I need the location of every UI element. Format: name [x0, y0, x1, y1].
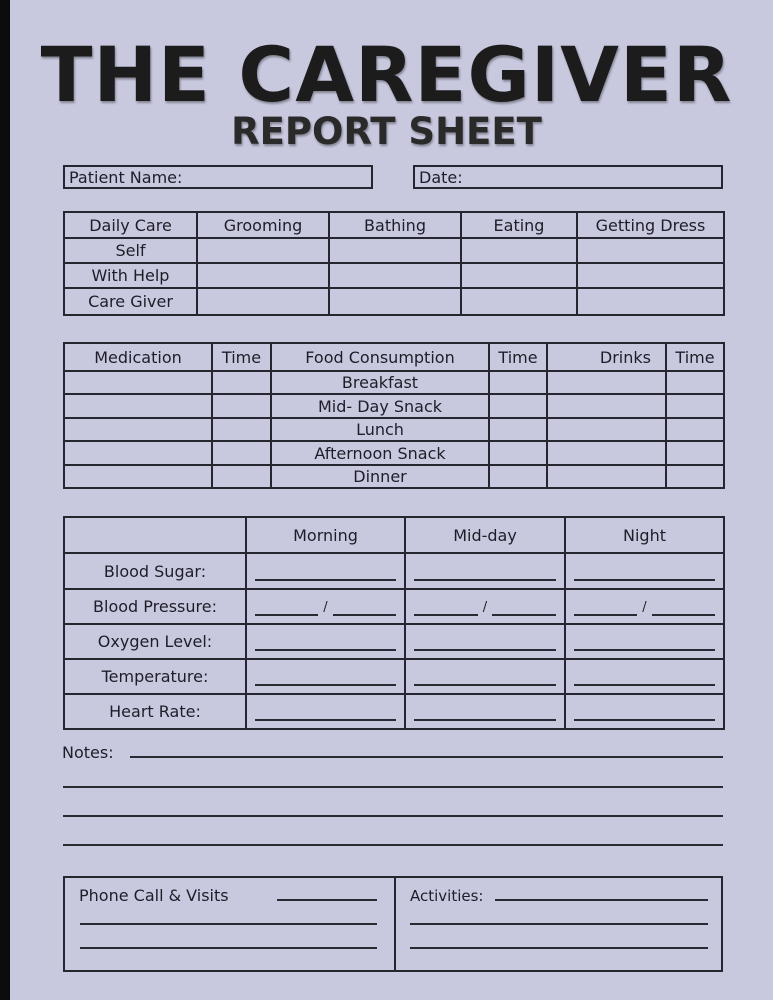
- activities-line[interactable]: [495, 899, 708, 901]
- table-row: [64, 694, 724, 729]
- medication-cell[interactable]: [64, 418, 212, 441]
- row-label: Self: [64, 238, 197, 263]
- care-cell[interactable]: [329, 288, 461, 315]
- notes-line[interactable]: [130, 756, 723, 758]
- table-row: [64, 589, 724, 624]
- patient-name-label: Patient Name:: [69, 168, 183, 187]
- column-header: Night: [565, 517, 724, 553]
- care-cell[interactable]: [329, 263, 461, 288]
- medication-cell[interactable]: [64, 394, 212, 418]
- meal-label: Dinner: [271, 465, 489, 488]
- entry-line[interactable]: [255, 649, 396, 651]
- vital-entry-cell[interactable]: [565, 589, 724, 624]
- calls-activities-box: [63, 876, 723, 972]
- meal-time-cell[interactable]: [489, 371, 547, 394]
- meal-time-cell[interactable]: [489, 394, 547, 418]
- table-row: [64, 517, 724, 553]
- medication-cell[interactable]: [64, 441, 212, 465]
- bp-entry-line[interactable]: /: [574, 600, 715, 616]
- care-cell[interactable]: [461, 263, 577, 288]
- care-cell[interactable]: [577, 288, 724, 315]
- bp-entry-line[interactable]: /: [414, 600, 556, 616]
- column-header: Time: [212, 343, 271, 371]
- column-header: Time: [666, 343, 724, 371]
- vital-entry-cell[interactable]: [246, 659, 405, 694]
- medication-cell[interactable]: [64, 465, 212, 488]
- meal-label: Afternoon Snack: [271, 441, 489, 465]
- drinks-cell[interactable]: [547, 465, 666, 488]
- care-cell[interactable]: [197, 288, 329, 315]
- vital-label: Oxygen Level:: [64, 624, 246, 659]
- notes-line[interactable]: [63, 786, 723, 788]
- vital-entry-cell[interactable]: [246, 589, 405, 624]
- drinks-time-cell[interactable]: [666, 465, 724, 488]
- entry-line[interactable]: [574, 579, 715, 581]
- vital-label: Temperature:: [64, 659, 246, 694]
- meal-time-cell[interactable]: [489, 465, 547, 488]
- row-label: With Help: [64, 263, 197, 288]
- table-row: [64, 263, 724, 288]
- activities-line[interactable]: [410, 947, 708, 949]
- vital-entry-cell[interactable]: [405, 553, 565, 589]
- column-header: Morning: [246, 517, 405, 553]
- column-header: Mid-day: [405, 517, 565, 553]
- vital-entry-cell[interactable]: [405, 659, 565, 694]
- meal-time-cell[interactable]: [489, 418, 547, 441]
- vital-entry-cell[interactable]: [246, 553, 405, 589]
- medication-time-cell[interactable]: [212, 418, 271, 441]
- column-header: Medication: [64, 343, 212, 371]
- activities-line[interactable]: [410, 923, 708, 925]
- vitals-table: [63, 516, 725, 730]
- care-cell[interactable]: [197, 263, 329, 288]
- phone-visits-label: Phone Call & Visits: [79, 886, 229, 905]
- vital-entry-cell[interactable]: [565, 553, 724, 589]
- table-row: [64, 659, 724, 694]
- date-field[interactable]: [413, 165, 723, 189]
- entry-line[interactable]: [414, 719, 556, 721]
- vital-label: Blood Pressure:: [64, 589, 246, 624]
- drinks-cell[interactable]: [547, 371, 666, 394]
- medication-time-cell[interactable]: [212, 441, 271, 465]
- drinks-cell[interactable]: [547, 394, 666, 418]
- drinks-time-cell[interactable]: [666, 394, 724, 418]
- column-header: Time: [489, 343, 547, 371]
- table-row: [64, 441, 724, 465]
- entry-line[interactable]: [255, 719, 396, 721]
- meal-label: Lunch: [271, 418, 489, 441]
- meal-time-cell[interactable]: [489, 441, 547, 465]
- column-header: Eating: [461, 212, 577, 238]
- entry-line[interactable]: [255, 684, 396, 686]
- care-cell[interactable]: [577, 238, 724, 263]
- column-header: Getting Dress: [577, 212, 724, 238]
- activities-label: Activities:: [410, 887, 484, 905]
- drinks-time-cell[interactable]: [666, 441, 724, 465]
- table-row: [64, 343, 724, 371]
- box-divider: [394, 878, 396, 970]
- vital-label: Heart Rate:: [64, 694, 246, 729]
- meal-label: Breakfast: [271, 371, 489, 394]
- page-title: THE CAREGIVER: [40, 30, 733, 119]
- medication-time-cell[interactable]: [212, 394, 271, 418]
- vital-entry-cell[interactable]: [565, 694, 724, 729]
- table-row: [64, 371, 724, 394]
- table-row: [64, 288, 724, 315]
- page-subtitle: REPORT SHEET: [231, 110, 542, 153]
- entry-line[interactable]: [574, 649, 715, 651]
- vital-entry-cell[interactable]: [405, 694, 565, 729]
- column-header: [64, 517, 246, 553]
- care-cell[interactable]: [461, 288, 577, 315]
- entry-line[interactable]: [574, 719, 715, 721]
- table-row: [64, 418, 724, 441]
- table-row: [64, 465, 724, 488]
- vital-entry-cell[interactable]: [405, 589, 565, 624]
- meal-label: Mid- Day Snack: [271, 394, 489, 418]
- vital-entry-cell[interactable]: [405, 624, 565, 659]
- drinks-time-cell[interactable]: [666, 418, 724, 441]
- medication-time-cell[interactable]: [212, 371, 271, 394]
- column-header: Drinks: [547, 343, 666, 371]
- care-cell[interactable]: [461, 238, 577, 263]
- column-header: Daily Care: [64, 212, 197, 238]
- drinks-time-cell[interactable]: [666, 371, 724, 394]
- table-row: [64, 212, 724, 238]
- intake-table: [63, 342, 725, 489]
- table-row: [64, 394, 724, 418]
- notes-line[interactable]: [63, 815, 723, 817]
- date-label: Date:: [419, 168, 463, 187]
- vital-entry-cell[interactable]: [246, 694, 405, 729]
- phone-visits-line[interactable]: [80, 947, 377, 949]
- table-row: [64, 624, 724, 659]
- row-label: Care Giver: [64, 288, 197, 315]
- notes-label: Notes:: [62, 743, 114, 762]
- medication-time-cell[interactable]: [212, 465, 271, 488]
- column-header: Grooming: [197, 212, 329, 238]
- vital-entry-cell[interactable]: [565, 624, 724, 659]
- care-cell[interactable]: [577, 263, 724, 288]
- drinks-cell[interactable]: [547, 418, 666, 441]
- entry-line[interactable]: [414, 579, 556, 581]
- vital-entry-cell[interactable]: [565, 659, 724, 694]
- phone-visits-line[interactable]: [277, 899, 377, 901]
- column-header: Food Consumption: [271, 343, 489, 371]
- entry-line[interactable]: [574, 684, 715, 686]
- entry-line[interactable]: [414, 649, 556, 651]
- bp-entry-line[interactable]: /: [255, 600, 396, 616]
- entry-line[interactable]: [255, 579, 396, 581]
- vital-label: Blood Sugar:: [64, 553, 246, 589]
- table-row: [64, 553, 724, 589]
- care-cell[interactable]: [197, 238, 329, 263]
- medication-cell[interactable]: [64, 371, 212, 394]
- care-cell[interactable]: [329, 238, 461, 263]
- drinks-cell[interactable]: [547, 441, 666, 465]
- entry-line[interactable]: [414, 684, 556, 686]
- column-header: Bathing: [329, 212, 461, 238]
- table-row: [64, 238, 724, 263]
- patient-name-field[interactable]: [63, 165, 373, 189]
- vital-entry-cell[interactable]: [246, 624, 405, 659]
- phone-visits-line[interactable]: [80, 923, 377, 925]
- daily-care-table: [63, 211, 725, 316]
- notes-line[interactable]: [63, 844, 723, 846]
